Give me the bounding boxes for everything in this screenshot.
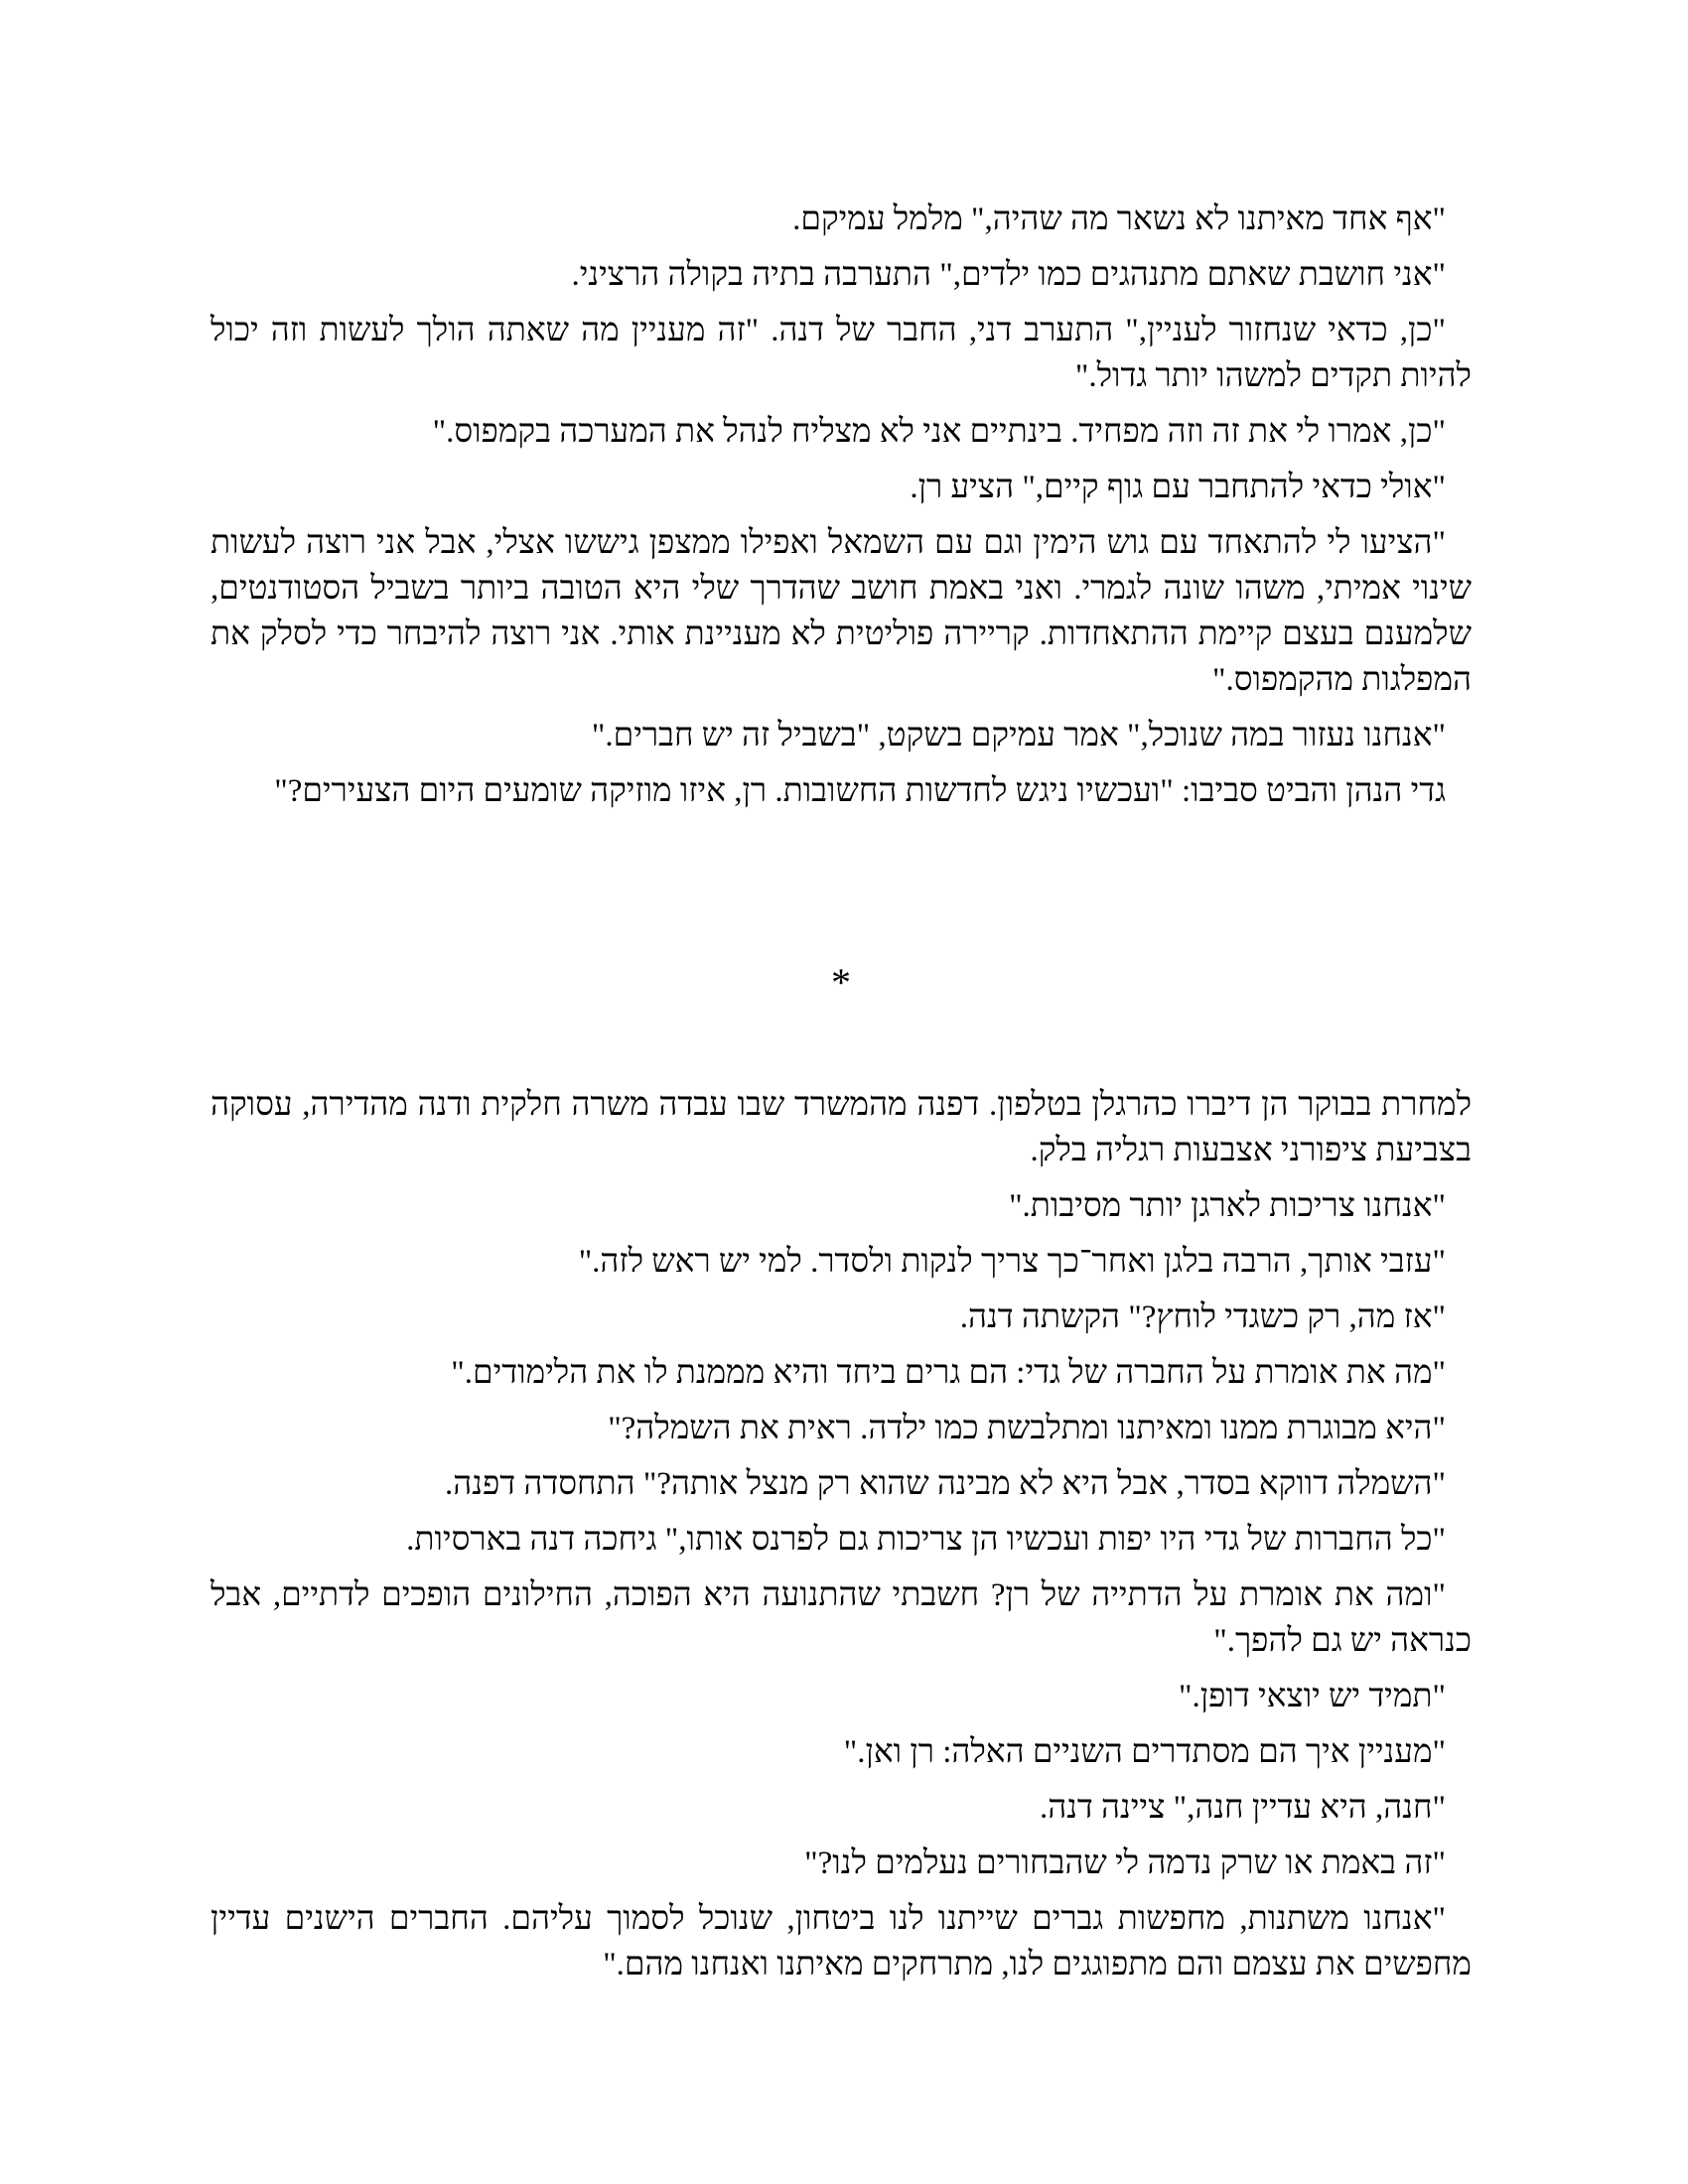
paragraph: "כן, כדאי שנחזור לעניין," התערב דני, החבר של דנה. "זה מעניין מה שאתה הולך לעשות וזה יכול להיות תקדים למשהו יותר גדול." xyxy=(211,313,1472,394)
paragraph: "עזבי אותך, הרבה בלגן ואחר־כך צריך לנקות ולסדר. למי יש ראש לזה." xyxy=(578,1244,1446,1280)
paragraph: "הציעו לי להתאחד עם גוש הימין וגם עם השמאל ואפילו ממצפן גיששו אצלי, אבל אני רוצה לעשות שינוי אמיתי, משהו שונה לגמרי. ואני באמת חושב שהדרך שלי היא הטובה ביותר בשביל הסטודנטים, שלמענם בעצם קיימת ההתאחדות. קריירה פוליטית לא מעניינת אותי. אני רוצה להיבחר כדי לסלק את המפלגות מהקמפוס." xyxy=(211,525,1472,698)
paragraph: "מעניין איך הם מסתדרים השניים האלה: רן ואן." xyxy=(843,1734,1446,1770)
paragraph: "השמלה דווקא בסדר, אבל היא לא מבינה שהוא רק מנצל אותה?" התחסדה דפנה. xyxy=(444,1466,1446,1502)
paragraph: "תמיד יש יוצאי דופן." xyxy=(1178,1679,1446,1714)
document-page xyxy=(211,197,1472,1997)
paragraph: "כל החברות של גדי היו יפות ועכשיו הן צריכות גם לפרנס אותו," גיחכה דנה בארסיות. xyxy=(406,1522,1446,1558)
paragraph: "כן, אמרו לי את זה וזה מפחיד. בינתיים אני לא מצליח לנהל את המערכה בקמפוס." xyxy=(432,414,1446,450)
section-2 xyxy=(211,1082,1472,1987)
paragraph: "היא מבוגרת ממנו ומאיתנו ומתלבשת כמו ילדה. ראית את השמלה?" xyxy=(608,1411,1446,1446)
paragraph: "אז מה, רק כשגדי לוחץ?" הקשתה דנה. xyxy=(959,1299,1446,1335)
paragraph: "אנחנו משתנות, מחפשות גברים שייתנו לנו ביטחון, שנוכל לסמוך עליהם. החברים הישנים עדיין מחפשים את עצמם והם מתפוגגים לנו, מתרחקים מאיתנו ואנחנו מהם." xyxy=(211,1901,1472,1982)
paragraph: "אף אחד מאיתנו לא נשאר מה שהיה," מלמל עמיקם. xyxy=(792,202,1446,237)
section-separator: * xyxy=(831,960,851,1005)
opening-paragraph: למחרת בבוקר הן דיברו כהרגלן בטלפון. דפנה מהמשרד שבו עבדה משרה חלקית ודנה מהדירה, עסוקה בצביעת ציפורני אצבעות רגליה בלק. xyxy=(211,1087,1472,1168)
paragraph: גדי הנהן והביט סביבו: "ועכשיו ניגש לחדשות החשובות. רן, איזו מוזיקה שומעים היום הצעירים?" xyxy=(274,773,1446,809)
paragraph: "חנה, היא עדיין חנה," ציינה דנה. xyxy=(1039,1790,1446,1826)
paragraph: "ומה את אומרת על הדתייה של רן? חשבתי שהתנועה היא הפוכה, החילונים הופכים לדתיים, אבל כנראה יש גם להפך." xyxy=(211,1577,1472,1659)
paragraph: "אנחנו נעזור במה שנוכל," אמר עמיקם בשקט, "בשביל זה יש חברים." xyxy=(591,718,1446,753)
paragraph: "זה באמת או שרק נדמה לי שהבחורים נעלמים לנו?" xyxy=(804,1845,1446,1881)
paragraph: "אנחנו צריכות לארגן יותר מסיבות." xyxy=(1009,1188,1446,1224)
paragraph: "מה את אומרת על החברה של גדי: הם גרים ביחד והיא מממנת לו את הלימודים." xyxy=(451,1355,1446,1391)
paragraph: "אולי כדאי להתחבר עם גוף קיים," הציע רן. xyxy=(910,470,1446,505)
section-1 xyxy=(211,197,1472,814)
paragraph: "אני חושבת שאתם מתנהגים כמו ילדים," התערבה בתיה בקולה הרציני. xyxy=(571,257,1446,293)
